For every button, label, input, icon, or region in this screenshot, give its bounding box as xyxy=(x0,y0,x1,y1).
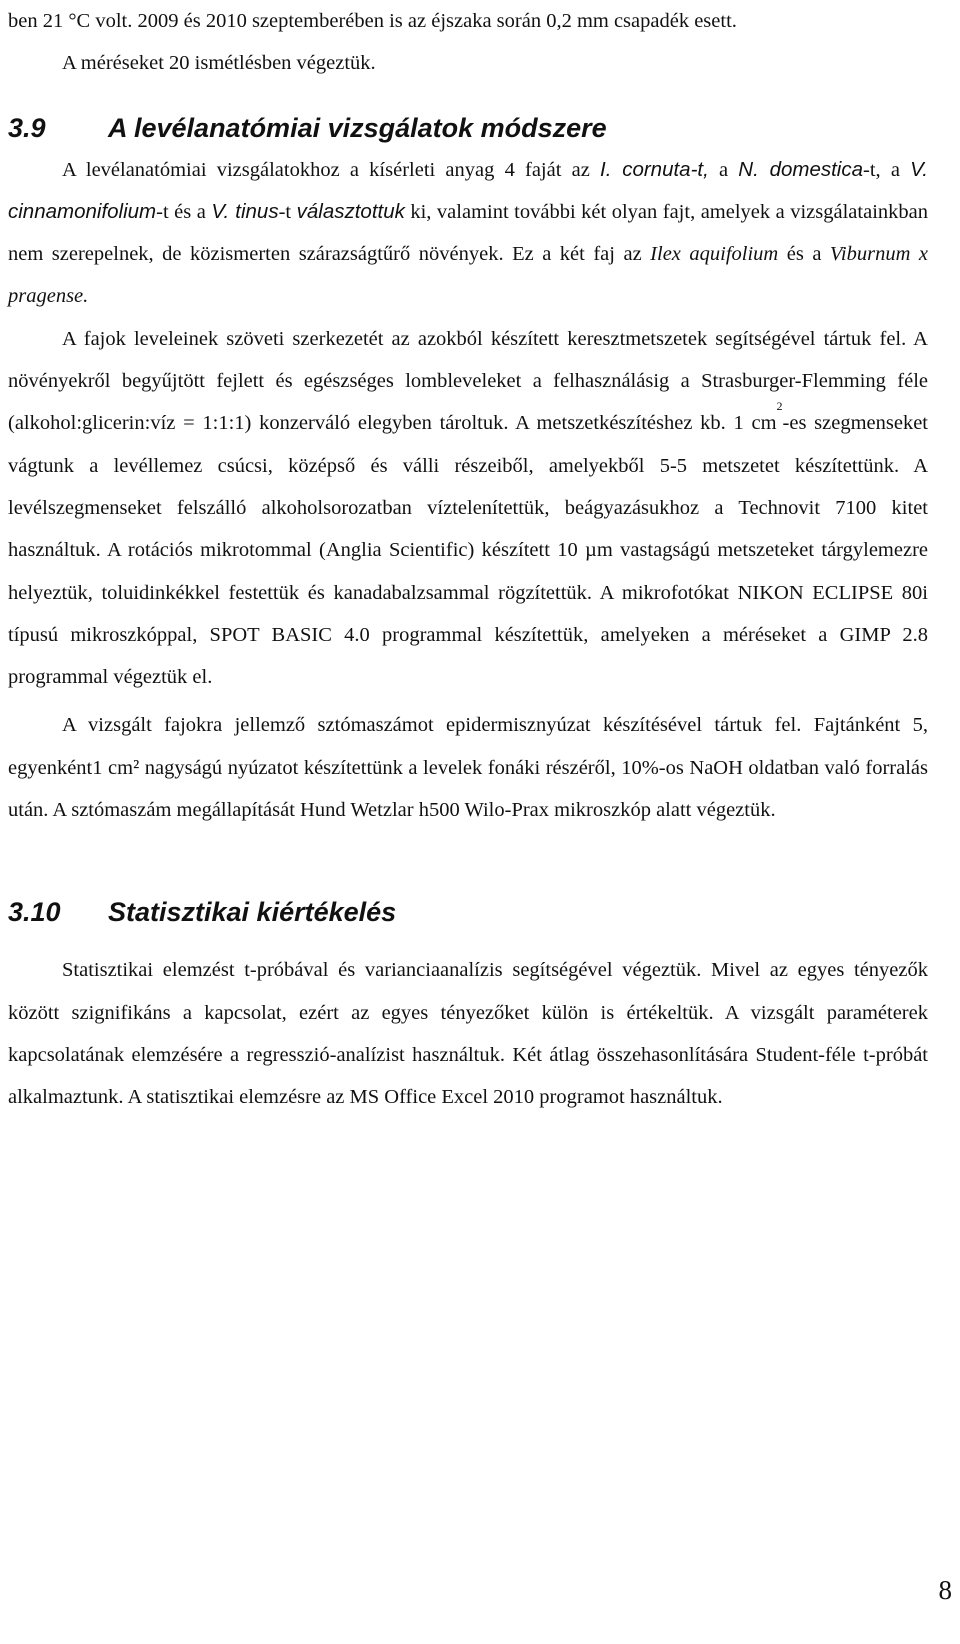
paragraph-weather-end: ben 21 °C volt. 2009 és 2010 szeptemberében is az éjszaka során 0,2 mm csapadék esett. xyxy=(8,10,737,32)
section-number: 3.9 xyxy=(8,112,46,143)
species-name: Ilex aquifolium xyxy=(650,243,779,266)
document-page xyxy=(8,0,928,1119)
emphasis-text: választottuk xyxy=(296,199,405,223)
paragraph-statistics: Statisztikai elemzést t-próbával és varianciaanalízis segítségével végeztük. Mivel az egyes tényezők között szignifikáns a kapcsolat, ezért az egyes tényezőket külön is értékeltük. A vizsgált paraméterek kapcsolatának elemzésére a regresszió-analízist használtuk. Két átlag összehasonlítására Student-féle t-próbát alkalmaztunk. A statisztikai elemzésre az MS Office Excel 2010 programot használtuk. xyxy=(8,959,928,1109)
section-title: A levélanatómiai vizsgálatok módszere xyxy=(108,112,607,143)
section-title: Statisztikai kiértékelés xyxy=(108,897,397,928)
section-heading-3-10 xyxy=(8,891,928,933)
species-name: V. tinus xyxy=(211,199,279,223)
species-name: V. cinnamonifolium xyxy=(8,157,928,223)
paragraph-stomata: A vizsgált fajokra jellemző sztómaszámot epidermisznyúzat készítésével tártuk fel. Fajtánként 5, egyenként1 cm² nagyságú nyúzatot készítettünk a levelek fonáki részéről, 10%-os NaOH oldatban való forralás után. A sztómaszám megállapítását Hund Wetzlar h500 Wilo-Prax mikroszkóp alatt végeztük. xyxy=(8,714,928,822)
page-number: 8 xyxy=(938,1575,952,1605)
paragraph-tissue-structure: A fajok leveleinek szöveti szerkezetét az azokból készített keresztmetszetek segítségével tártuk fel. A növényekről begyűjtött fejlett és egészséges lombleveleket a felhasználásig a Strasburger-Flemming féle (alkohol:glicerin:víz = 1:1:1) konzerváló elegyben tároltuk. A metszetkészítéshez kb. 1 $cm^2-es$ szegmenseket vágtunk a levéllemez csúcsi, középső és válli részeiből, amelyekből 5-5 metszetet készítettünk. A levélszegmenseket felszálló alkoholsorozatban víztelenítettük, beágyazásukhoz a Technovit 7100 kitet használtuk. A rotációs mikrotommal (Anglia Scientific) készített 10 µm vastagságú metszeteket tárgylemezre helyeztük, toluidinkékkel festettük és kanadabalzsammal rögzítettük. A mikrofotókat NIKON ECLIPSE 80i típusú mikroszkóppal, SPOT BASIC 4.0 programmal készítettük, amelyeken a méréseket a GIMP 2.8 programmal végeztük el. xyxy=(8,327,928,689)
species-name: Viburnum x pragense. xyxy=(8,243,929,308)
paragraph-repetitions: A méréseket 20 ismétlésben végeztük. xyxy=(62,52,376,75)
superscript: 2 xyxy=(776,399,783,414)
species-name: N. domestica xyxy=(738,157,863,181)
section-heading-3-9 xyxy=(8,107,928,149)
section-number: 3.10 xyxy=(8,897,61,928)
paragraph-leaf-anatomy-species: A levélanatómiai vizsgálatokhoz a kísérleti anyag 4 faját az I. cornuta-t, a N. domestica-t, a V. cinnamonifolium-t és a V. tinus-t választottuk ki, valamint további két olyan fajt, amelyek a vizsgálatainkban nem szerepelnek, de közismerten szárazságtűrő növények. Ez a két faj az Ilex aquifolium és a Viburnum x pragense. xyxy=(8,157,929,308)
species-name: I. cornuta-t, xyxy=(600,157,709,181)
